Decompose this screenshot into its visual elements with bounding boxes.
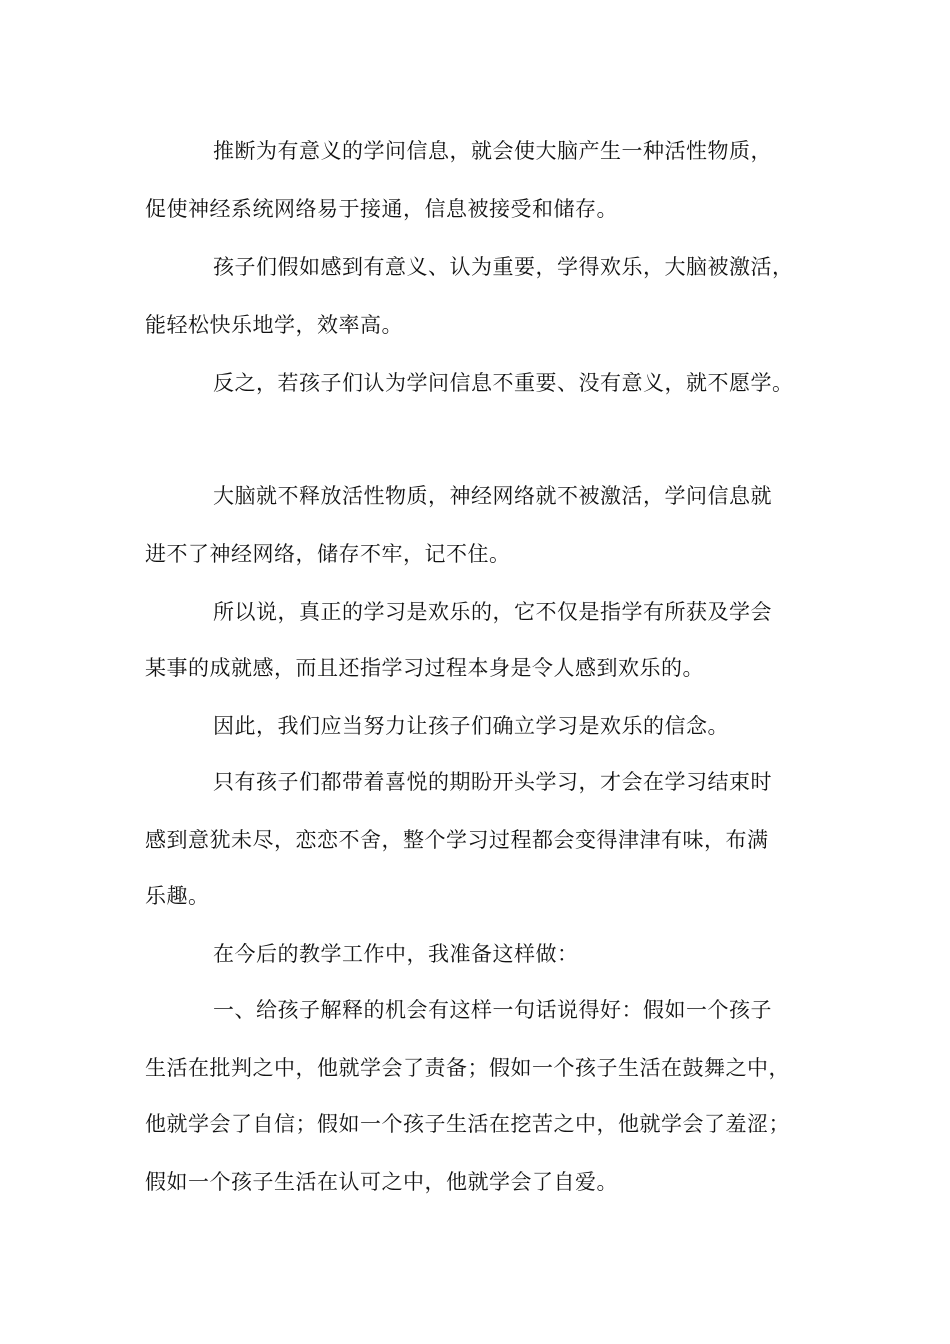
text-line: 反之，若孩子们认为学问信息不重要、没有意义，就不愿学。 [213, 371, 794, 395]
text-line: 大脑就不释放活性物质，神经网络就不被激活，学问信息就 [213, 484, 772, 508]
text-line: 能轻松快乐地学，效率高。 [145, 313, 403, 337]
text-line: 一、给孩子解释的机会有这样一句话说得好：假如一个孩子 [213, 998, 772, 1022]
text-line: 感到意犹未尽，恋恋不舍，整个学习过程都会变得津津有味，布满 [145, 828, 769, 852]
text-line: 只有孩子们都带着喜悦的期盼开头学习，才会在学习结束时 [213, 770, 772, 794]
text-line: 假如一个孩子生活在认可之中，他就学会了自爱。 [145, 1170, 618, 1194]
text-line: 某事的成就感，而且还指学习过程本身是令人感到欢乐的。 [145, 656, 704, 680]
text-line: 因此，我们应当努力让孩子们确立学习是欢乐的信念。 [213, 714, 729, 738]
text-line: 孩子们假如感到有意义、认为重要，学得欢乐，大脑被激活， [213, 255, 794, 279]
text-line: 促使神经系统网络易于接通，信息被接受和储存。 [145, 197, 618, 221]
text-line: 所以说，真正的学习是欢乐的，它不仅是指学有所获及学会 [213, 600, 772, 624]
text-line: 乐趣。 [145, 884, 210, 908]
text-line: 生活在批判之中，他就学会了责备；假如一个孩子生活在鼓舞之中， [145, 1056, 790, 1080]
text-line: 推断为有意义的学问信息，就会使大脑产生一种活性物质， [213, 139, 772, 163]
text-line: 进不了神经网络，储存不牢，记不住。 [145, 542, 511, 566]
text-line: 在今后的教学工作中，我准备这样做： [213, 942, 579, 966]
text-line: 他就学会了自信；假如一个孩子生活在挖苦之中，他就学会了羞涩； [145, 1112, 790, 1136]
